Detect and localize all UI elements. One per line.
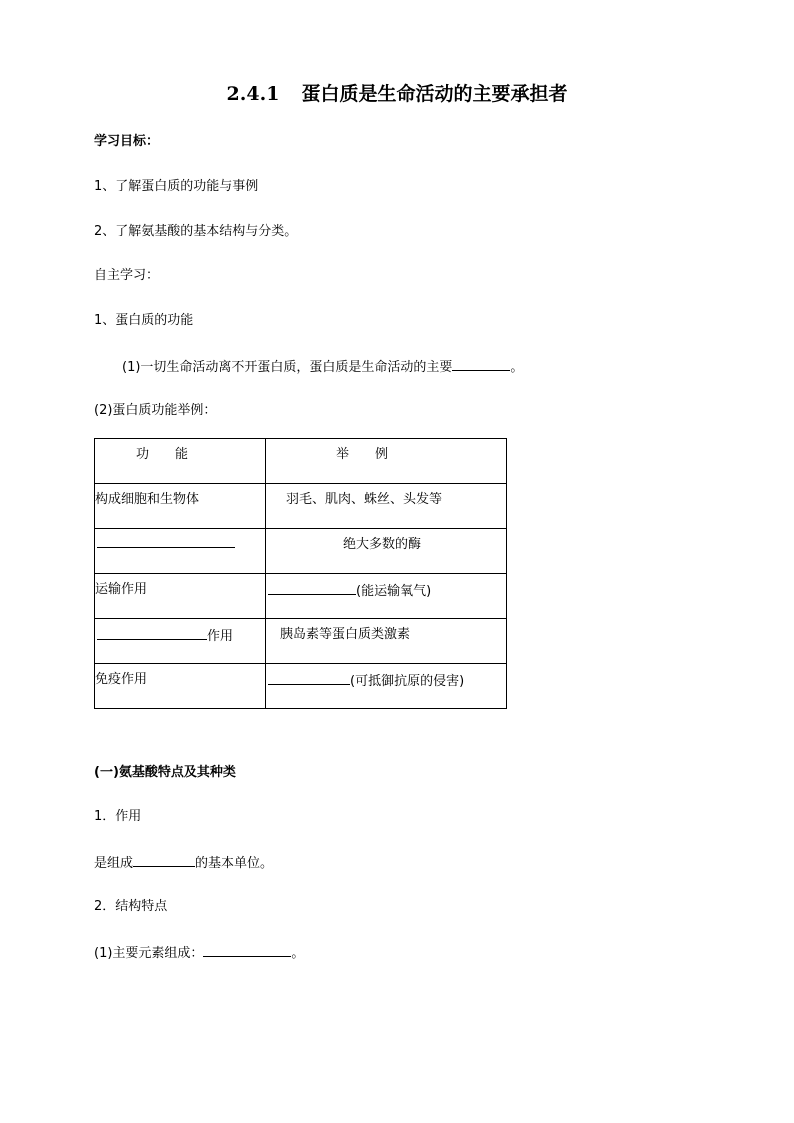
objective-2: 2、了解氨基酸的基本结构与分类。 — [94, 224, 298, 239]
title-text: 蛋白质是生命活动的主要承担者 — [301, 83, 568, 105]
example-cell: (能运输氧气) — [356, 584, 432, 599]
example-cell: (可抵御抗原的侵害) — [350, 674, 465, 689]
table-row — [95, 619, 507, 664]
function-cell: 运输作用 — [95, 582, 148, 597]
self-study-heading: 自主学习： — [94, 268, 160, 283]
function-cell: 作用 — [207, 629, 234, 644]
table-row — [95, 484, 507, 529]
amino-point-2-1-suffix: 。 — [291, 946, 305, 961]
table-row — [95, 664, 507, 709]
example-cell: 羽毛、肌肉、蛛丝、头发等 — [286, 492, 443, 507]
header-function: 功 能 — [136, 447, 189, 462]
fill-blank[interactable] — [97, 535, 235, 548]
amino-point-2-1 — [94, 944, 304, 962]
table-row — [95, 529, 507, 574]
example-cell: 胰岛素等蛋白质类激素 — [280, 627, 411, 642]
amino-point-1-prefix: 是组成 — [94, 856, 134, 871]
fill-blank[interactable] — [97, 627, 207, 640]
item-1 — [122, 358, 523, 376]
amino-acid-heading: (一)氨基酸特点及其种类 — [94, 765, 236, 780]
page-title — [0, 82, 794, 106]
function-table — [94, 438, 507, 709]
fill-blank[interactable] — [452, 358, 510, 371]
item-2: (2)蛋白质功能举例： — [94, 403, 217, 418]
amino-point-2: 2．结构特点 — [94, 899, 168, 914]
item-1-text: (1)一切生命活动离不开蛋白质，蛋白质是生命活动的主要 — [122, 360, 453, 375]
amino-point-1-text — [94, 854, 273, 872]
function-cell: 免疫作用 — [95, 672, 148, 687]
amino-point-1-suffix: 的基本单位。 — [195, 856, 274, 871]
fill-blank[interactable] — [268, 582, 356, 595]
section-1-heading: 1、蛋白质的功能 — [94, 313, 194, 328]
amino-point-2-1-prefix: (1)主要元素组成： — [94, 946, 204, 961]
header-example: 举 例 — [336, 447, 389, 462]
fill-blank[interactable] — [203, 944, 291, 957]
table-row — [95, 574, 507, 619]
table-header-row — [95, 439, 507, 484]
fill-blank[interactable] — [268, 672, 350, 685]
fill-blank[interactable] — [133, 854, 195, 867]
amino-point-1: 1．作用 — [94, 809, 142, 824]
title-number: 2.4.1 — [226, 83, 280, 105]
objective-1: 1、了解蛋白质的功能与事例 — [94, 179, 259, 194]
item-1-end: 。 — [510, 360, 524, 375]
function-cell: 构成细胞和生物体 — [95, 492, 200, 507]
example-cell: 绝大多数的酶 — [343, 537, 422, 552]
objectives-heading: 学习目标： — [94, 134, 160, 149]
